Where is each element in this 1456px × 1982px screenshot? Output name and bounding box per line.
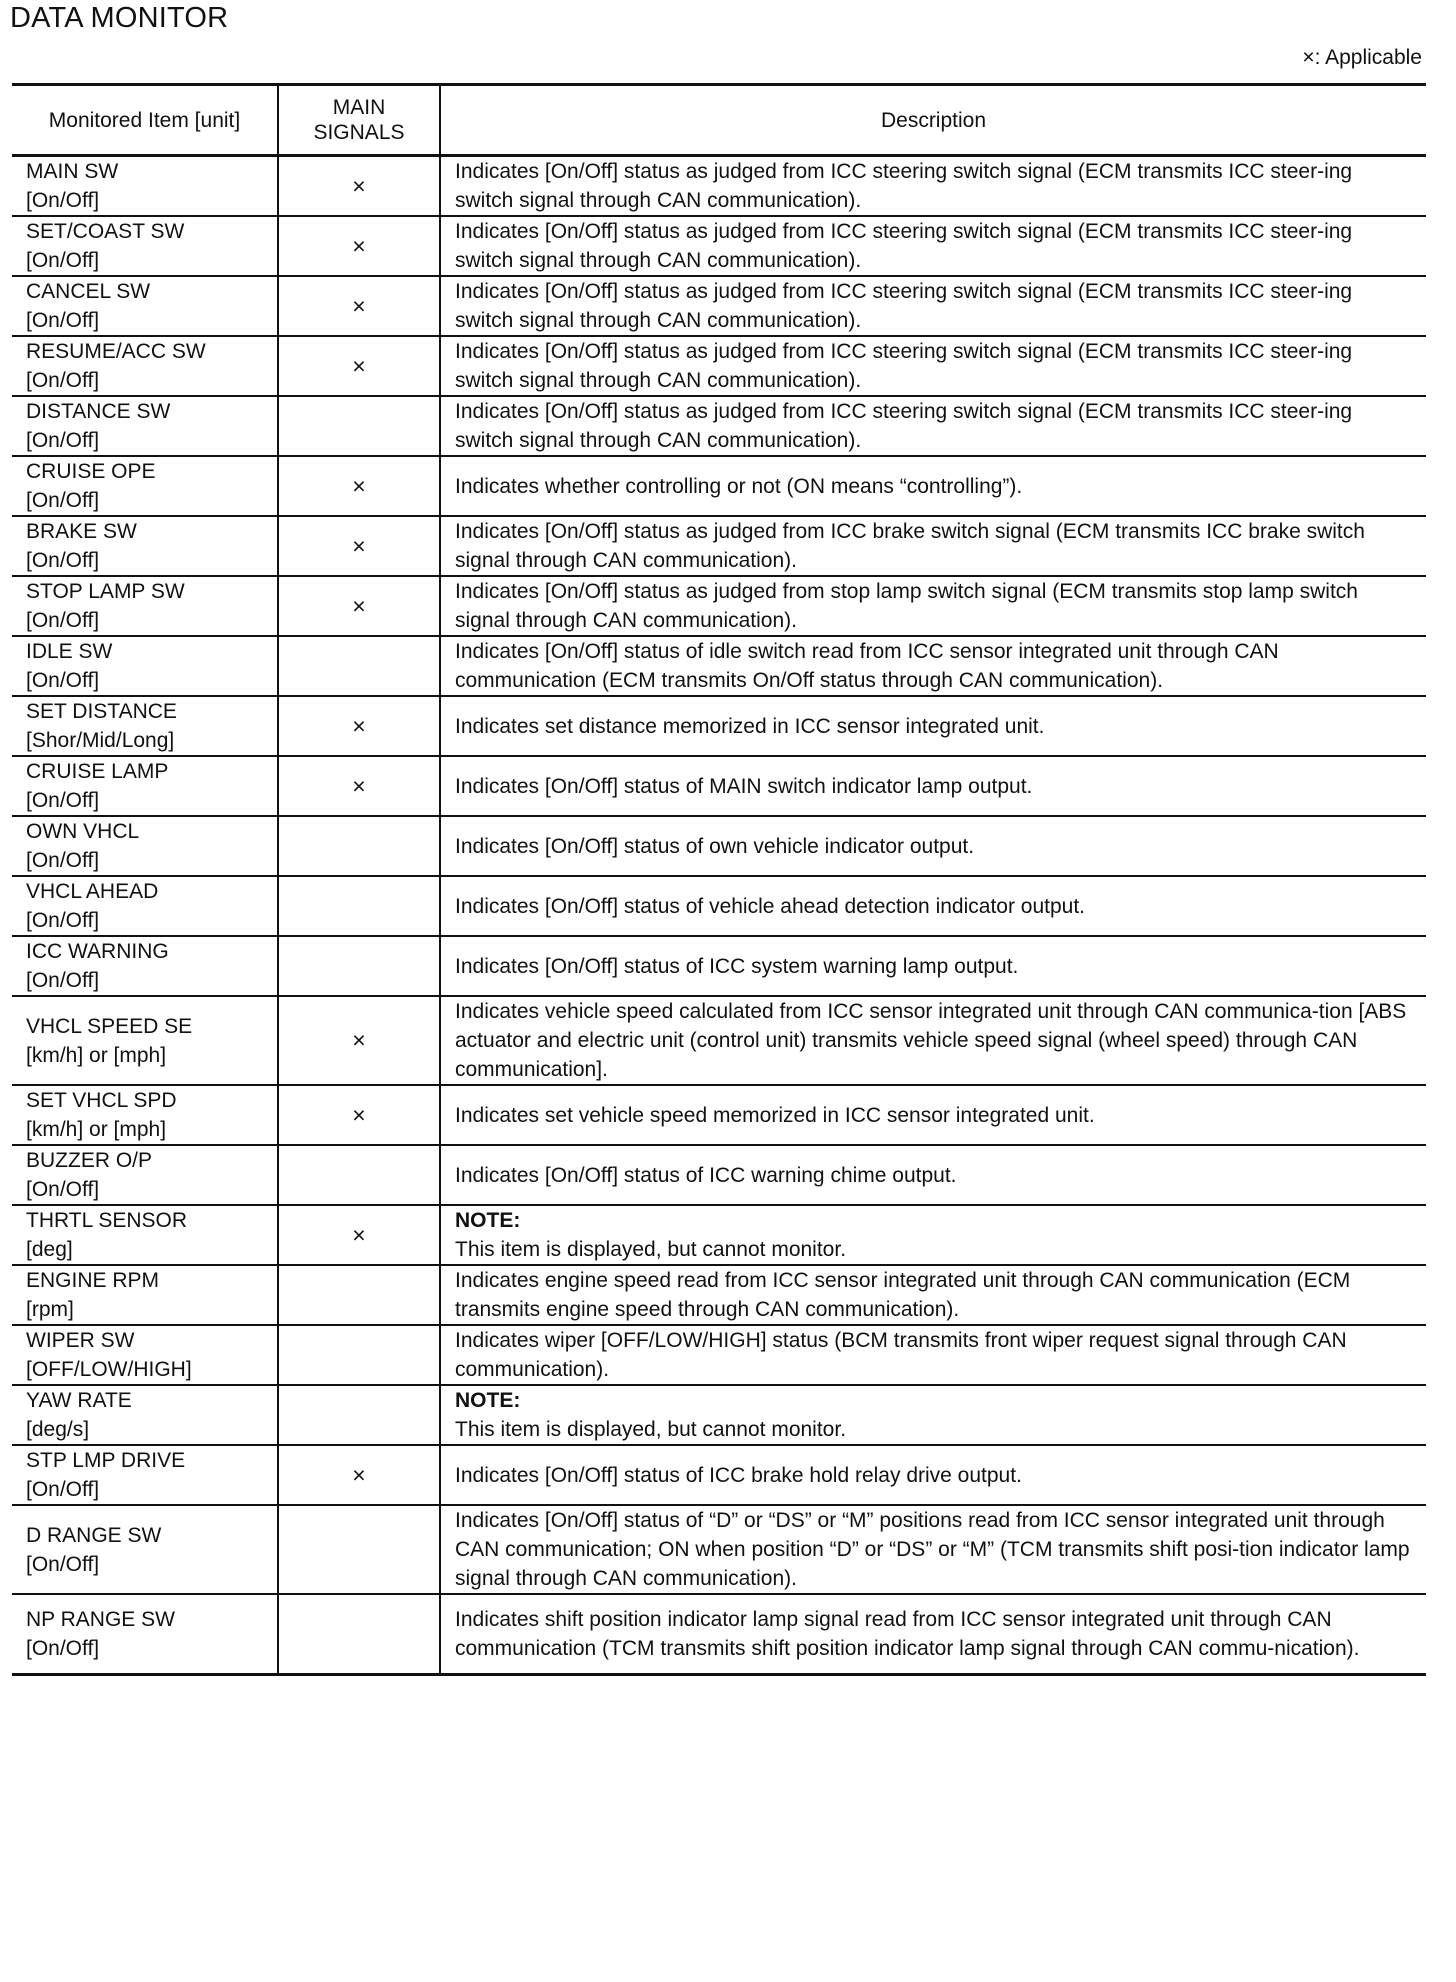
monitored-item-cell [12,336,278,396]
main-signal-cell: × [278,1445,440,1505]
item-unit: [On/Off] [26,1178,100,1201]
item-name: SET/COAST SW [26,220,185,243]
item-unit: [deg/s] [26,1418,90,1441]
item-unit: [On/Off] [26,1552,100,1576]
table-row [12,1205,1426,1265]
main-signal-cell: × [278,1085,440,1145]
monitored-item-cell [12,1325,278,1385]
item-name: CANCEL SW [26,280,151,303]
monitored-item-cell [12,396,278,456]
item-name: NP RANGE SW [26,1607,175,1631]
item-unit: [On/Off] [26,549,100,572]
main-signal-cell [278,816,440,876]
description-cell: Indicates [On/Off] status as judged from stop lamp switch signal (ECM transmits stop lamp switch signal through CAN communication). [440,576,1426,636]
main-signal-cell: × [278,996,440,1085]
item-name: THRTL SENSOR [26,1209,188,1232]
item-unit: [On/Off] [26,309,100,332]
table-row [12,1145,1426,1205]
table-row [12,1085,1426,1145]
monitored-item-cell [12,1505,278,1594]
item-name: D RANGE SW [26,1523,162,1547]
monitored-item-cell [12,1145,278,1205]
item-unit: [On/Off] [26,969,100,992]
item-unit: [Shor/Mid/Long] [26,729,175,752]
description-text: This item is displayed, but cannot monitor. [455,1238,847,1261]
table-row [12,576,1426,636]
description-cell: Indicates wiper [OFF/LOW/HIGH] status (BCM transmits front wiper request signal through CAN communication). [440,1325,1426,1385]
monitored-item-cell [12,276,278,336]
monitored-item-cell [12,996,278,1085]
item-name: CRUISE OPE [26,460,156,483]
description-cell: Indicates [On/Off] status as judged from ICC steering switch signal (ECM transmits ICC steer-ing switch signal through CAN communication). [440,216,1426,276]
table-header-row [12,85,1426,156]
main-signal-cell: × [278,336,440,396]
table-row [12,876,1426,936]
item-name: VHCL AHEAD [26,880,159,903]
monitored-item-cell [12,576,278,636]
description-cell: Indicates engine speed read from ICC sensor integrated unit through CAN communication (ECM transmits engine speed through CAN communication). [440,1265,1426,1325]
table-row [12,1445,1426,1505]
note-label: NOTE: [455,1209,521,1232]
table-row [12,1325,1426,1385]
monitored-item-cell [12,936,278,996]
item-unit: [On/Off] [26,669,100,692]
table-row [12,516,1426,576]
item-unit: [On/Off] [26,609,100,632]
item-unit: [On/Off] [26,909,100,932]
applicable-legend: ×: Applicable [1302,46,1422,69]
table-row [12,396,1426,456]
item-name: WIPER SW [26,1329,135,1352]
item-unit: [OFF/LOW/HIGH] [26,1358,192,1381]
header-main-signals [278,85,440,156]
table-row [12,1505,1426,1594]
header-main-line1: MAIN [332,96,386,119]
item-unit: [km/h] or [mph] [26,1118,167,1141]
monitored-item-cell [12,876,278,936]
table-row [12,756,1426,816]
main-signal-cell [278,1594,440,1674]
description-cell: Indicates shift position indicator lamp signal read from ICC sensor integrated unit through CAN communication (TCM transmits shift position indicator lamp signal through CAN commu-nication). [440,1594,1426,1674]
table-row [12,276,1426,336]
item-name: OWN VHCL [26,820,140,843]
data-monitor-table [12,83,1426,1676]
table-body [12,156,1426,1675]
main-signal-cell: × [278,276,440,336]
description-cell: Indicates set vehicle speed memorized in ICC sensor integrated unit. [440,1085,1426,1145]
header-main-line2: SIGNALS [313,121,405,144]
table-row [12,636,1426,696]
monitored-item-cell [12,696,278,756]
monitored-item-cell [12,156,278,217]
main-signal-cell [278,636,440,696]
note-label: NOTE: [455,1389,521,1412]
table-row [12,456,1426,516]
item-name: DISTANCE SW [26,400,171,423]
main-signal-cell: × [278,696,440,756]
table-row [12,1594,1426,1674]
item-unit: [On/Off] [26,849,100,872]
item-name: BUZZER O/P [26,1149,153,1172]
header-monitored-item: Monitored Item [unit] [12,85,278,156]
item-unit: [rpm] [26,1298,74,1321]
monitored-item-cell [12,1205,278,1265]
item-name: IDLE SW [26,640,113,663]
monitored-item-cell [12,1265,278,1325]
monitored-item-cell [12,516,278,576]
item-name: RESUME/ACC SW [26,340,206,363]
description-cell: Indicates [On/Off] status of idle switch read from ICC sensor integrated unit through CAN communication (ECM transmits On/Off status through CAN communication). [440,636,1426,696]
description-cell: Indicates [On/Off] status as judged from ICC steering switch signal (ECM transmits ICC steer-ing switch signal through CAN communication). [440,396,1426,456]
table-row [12,216,1426,276]
description-cell: Indicates [On/Off] status of ICC brake hold relay drive output. [440,1445,1426,1505]
item-name: VHCL SPEED SE [26,1014,193,1038]
item-name: BRAKE SW [26,520,137,543]
description-cell [440,1385,1426,1445]
main-signal-cell: × [278,156,440,217]
description-cell: Indicates [On/Off] status of vehicle ahead detection indicator output. [440,876,1426,936]
description-text: This item is displayed, but cannot monitor. [455,1418,847,1441]
page-title: DATA MONITOR [10,2,229,34]
monitored-item-cell [12,1594,278,1674]
description-cell: Indicates [On/Off] status of MAIN switch indicator lamp output. [440,756,1426,816]
monitored-item-cell [12,456,278,516]
item-name: SET DISTANCE [26,700,177,723]
item-name: STOP LAMP SW [26,580,185,603]
item-name: SET VHCL SPD [26,1089,177,1112]
table-row [12,936,1426,996]
main-signal-cell: × [278,1205,440,1265]
main-signal-cell: × [278,576,440,636]
table-row [12,996,1426,1085]
item-unit: [km/h] or [mph] [26,1043,167,1067]
item-unit: [On/Off] [26,1478,100,1501]
description-cell [440,1205,1426,1265]
description-cell: Indicates [On/Off] status of own vehicle indicator output. [440,816,1426,876]
monitored-item-cell [12,816,278,876]
main-signal-cell [278,876,440,936]
item-unit: [On/Off] [26,249,100,272]
table-row [12,1265,1426,1325]
description-cell: Indicates [On/Off] status of ICC warning chime output. [440,1145,1426,1205]
description-cell: Indicates set distance memorized in ICC sensor integrated unit. [440,696,1426,756]
main-signal-cell [278,1385,440,1445]
main-signal-cell [278,1145,440,1205]
monitored-item-cell [12,1085,278,1145]
item-unit: [On/Off] [26,789,100,812]
description-cell: Indicates whether controlling or not (ON means “controlling”). [440,456,1426,516]
description-cell: Indicates [On/Off] status as judged from ICC steering switch signal (ECM transmits ICC steer-ing switch signal through CAN communication). [440,156,1426,217]
header-description: Description [440,85,1426,156]
item-name: ENGINE RPM [26,1269,160,1292]
item-unit: [On/Off] [26,369,100,392]
table-row [12,696,1426,756]
main-signal-cell: × [278,216,440,276]
main-signal-cell [278,396,440,456]
item-unit: [deg] [26,1238,73,1261]
monitored-item-cell [12,756,278,816]
main-signal-cell [278,1325,440,1385]
description-cell: Indicates [On/Off] status as judged from ICC steering switch signal (ECM transmits ICC steer-ing switch signal through CAN communication). [440,336,1426,396]
item-unit: [On/Off] [26,189,100,212]
main-signal-cell [278,936,440,996]
description-cell: Indicates [On/Off] status of “D” or “DS” or “M” positions read from ICC sensor integrated unit through CAN communication; ON when position “D” or “DS” or “M” (TCM transmits shift posi-tion indicator lamp signal through CAN communication). [440,1505,1426,1594]
monitored-item-cell [12,216,278,276]
monitored-item-cell [12,1445,278,1505]
main-signal-cell: × [278,756,440,816]
description-cell: Indicates [On/Off] status of ICC system warning lamp output. [440,936,1426,996]
table-row [12,336,1426,396]
item-unit: [On/Off] [26,489,100,512]
item-name: YAW RATE [26,1389,132,1412]
monitored-item-cell [12,1385,278,1445]
description-cell: Indicates vehicle speed calculated from ICC sensor integrated unit through CAN communica-tion [ABS actuator and electric unit (control unit) transmits vehicle speed signal (wheel speed) through CAN communication]. [440,996,1426,1085]
description-cell: Indicates [On/Off] status as judged from ICC brake switch signal (ECM transmits ICC brake switch signal through CAN communication). [440,516,1426,576]
main-signal-cell [278,1505,440,1594]
main-signal-cell: × [278,456,440,516]
table-row [12,1385,1426,1445]
table-row [12,156,1426,217]
monitored-item-cell [12,636,278,696]
item-name: CRUISE LAMP [26,760,169,783]
main-signal-cell: × [278,516,440,576]
table-row [12,816,1426,876]
item-name: MAIN SW [26,160,119,183]
item-unit: [On/Off] [26,429,100,452]
description-cell: Indicates [On/Off] status as judged from ICC steering switch signal (ECM transmits ICC steer-ing switch signal through CAN communication). [440,276,1426,336]
main-signal-cell [278,1265,440,1325]
item-name: ICC WARNING [26,940,169,963]
item-unit: [On/Off] [26,1636,100,1660]
item-name: STP LMP DRIVE [26,1449,186,1472]
